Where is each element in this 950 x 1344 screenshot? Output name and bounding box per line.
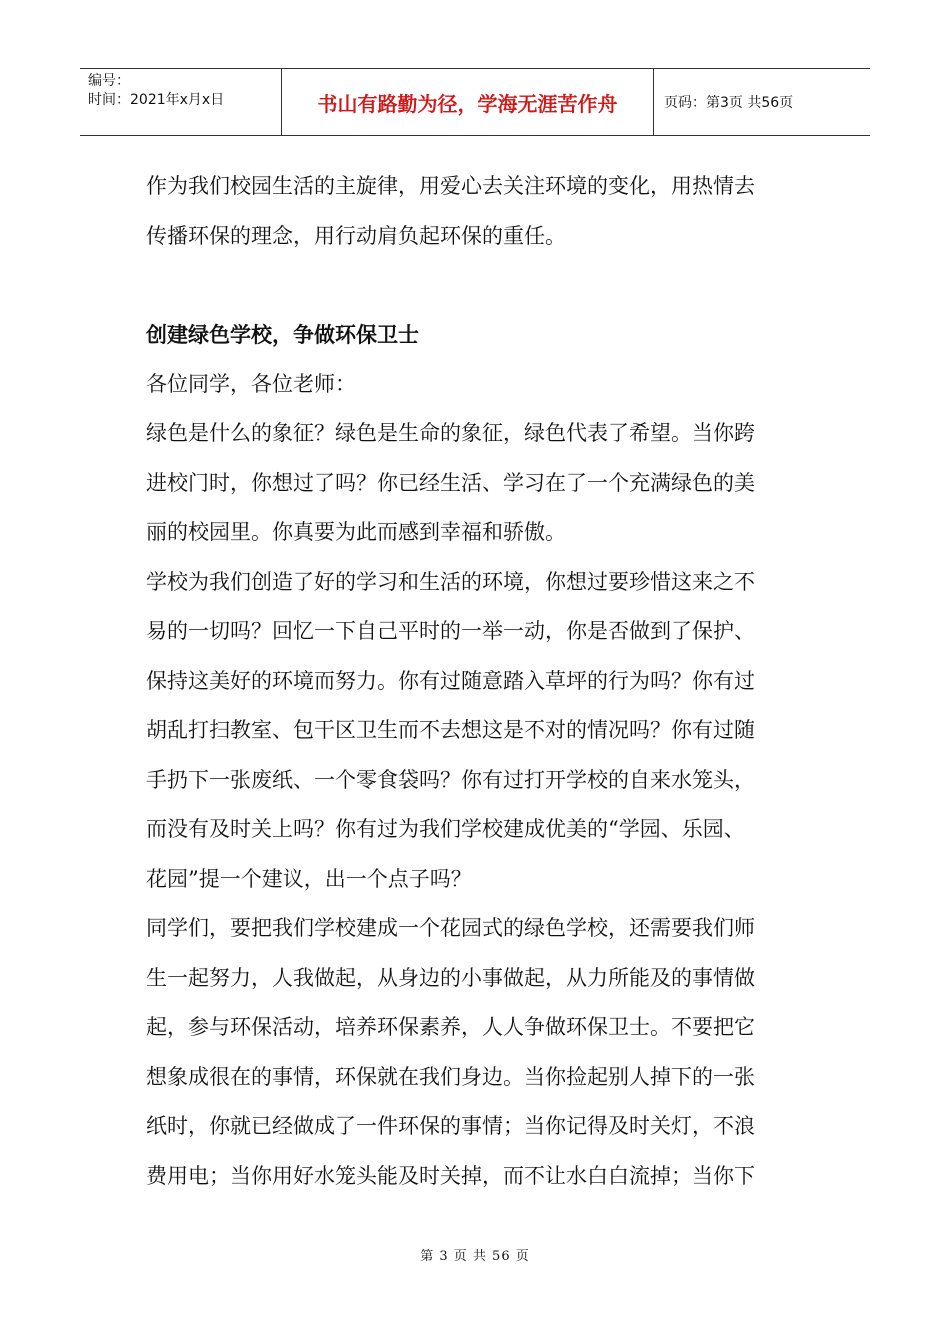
- body-line: 胡乱打扫教室、包干区卫生而不去想这是不对的情况吗？你有过随: [146, 718, 755, 742]
- body-line: 进校门时，你想过了吗？你已经生活、学习在了一个充满绿色的美: [146, 470, 755, 495]
- body-line: 纸时，你就已经做成了一件环保的事情；当你记得及时关灯，不浪: [146, 1114, 755, 1138]
- header-motto: 书山有路勤为径，学海无涯苦作舟: [282, 69, 654, 135]
- body-line: 花园”提一个建议，出一个点子吗？: [146, 866, 472, 891]
- body-line: 保持这美好的环境而努力。你有过随意踏入草坪的行为吗？你有过: [146, 668, 755, 693]
- body-line: 起，参与环保活动，培养环保素养，人人争做环保卫士。不要把它: [146, 1015, 755, 1039]
- body-line: 绿色是什么的象征？绿色是生命的象征，绿色代表了希望。当你跨: [146, 421, 755, 445]
- page-footer: 第 3 页 共 56 页: [420, 1249, 530, 1264]
- body-line: 易的一切吗？回忆一下自己平时的一举一动，你是否做到了保护、: [146, 619, 755, 643]
- body-line: 生一起努力，人我做起，从身边的小事做起，从力所能及的事情做: [146, 965, 755, 990]
- body-line: 各位同学，各位老师：: [146, 371, 356, 396]
- body-line: 学校为我们创造了好的学习和生活的环境，你想过要珍惜这来之不: [146, 569, 755, 594]
- body-line: 想象成很在的事情，环保就在我们身边。当你捡起别人掉下的一张: [146, 1064, 755, 1089]
- document-body: [146, 162, 810, 1201]
- section-heading: 创建绿色学校，争做环保卫士: [146, 322, 419, 347]
- body-line: 丽的校园里。你真要为此而感到幸福和骄傲。: [146, 520, 566, 544]
- body-line: 而没有及时关上吗？你有过为我们学校建成优美的“学园、乐园、: [146, 817, 745, 841]
- body-line: 手扔下一张废纸、一个零食袋吗？你有过打开学校的自来水笼头，: [146, 767, 755, 792]
- document-number-label: 编号：: [88, 73, 130, 89]
- intro-line: 传播环保的理念，用行动肩负起环保的重任。: [146, 223, 566, 248]
- intro-line: 作为我们校园生活的主旋律，用爱心去关注环境的变化，用热情去: [146, 174, 755, 198]
- document-time-label: 时间：2021年x月x日: [88, 92, 225, 108]
- body-line: 同学们，要把我们学校建成一个花园式的绿色学校，还需要我们师: [146, 916, 755, 940]
- header-meta: [80, 69, 282, 135]
- header-page-info: 页码：第3页 共56页: [664, 95, 794, 111]
- page-header: [80, 68, 870, 136]
- body-line: 费用电；当你用好水笼头能及时关掉，而不让水白白流掉；当你下: [146, 1163, 755, 1188]
